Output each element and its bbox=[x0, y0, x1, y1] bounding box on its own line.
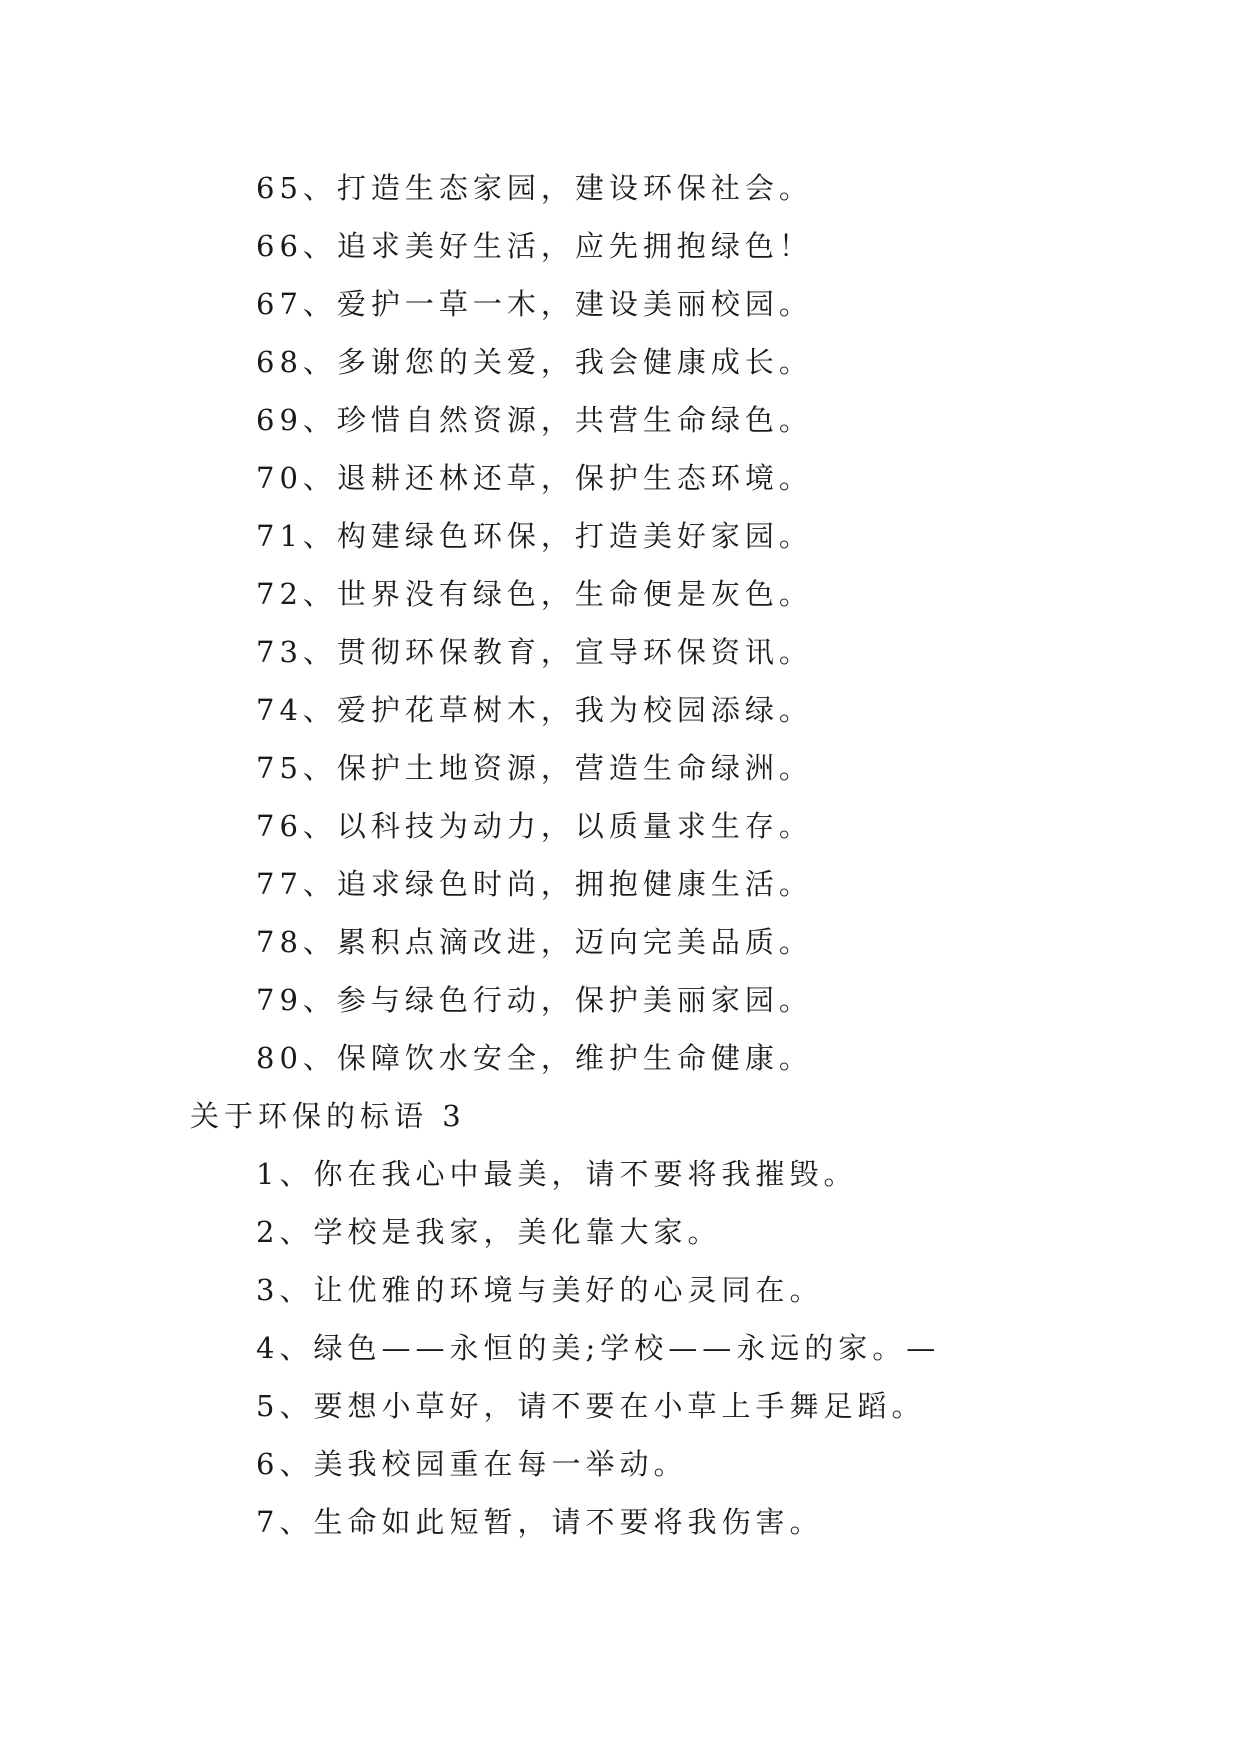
list-item: 2、学校是我家，美化靠大家。 bbox=[256, 1215, 722, 1249]
list-item: 74、爱护花草树木，我为校园添绿。 bbox=[256, 693, 813, 727]
slogan-list-section-2 bbox=[190, 1145, 1090, 1551]
list-item: 6、美我校园重在每一举动。 bbox=[256, 1447, 688, 1481]
list-item: 4、绿色——永恒的美;学校——永远的家。— bbox=[256, 1331, 941, 1365]
section-heading: 关于环保的标语 3 bbox=[190, 1099, 466, 1133]
list-item: 69、珍惜自然资源，共营生命绿色。 bbox=[256, 403, 813, 437]
list-item: 72、世界没有绿色，生命便是灰色。 bbox=[256, 577, 813, 611]
list-item: 67、爱护一草一木，建设美丽校园。 bbox=[256, 287, 813, 321]
document-content bbox=[190, 159, 1090, 1551]
list-item: 3、让优雅的环境与美好的心灵同在。 bbox=[256, 1273, 824, 1307]
list-item: 66、追求美好生活，应先拥抱绿色！ bbox=[256, 229, 813, 263]
list-item: 68、多谢您的关爱，我会健康成长。 bbox=[256, 345, 813, 379]
list-item: 75、保护土地资源，营造生命绿洲。 bbox=[256, 751, 813, 785]
list-item: 78、累积点滴改进，迈向完美品质。 bbox=[256, 925, 813, 959]
list-item: 77、追求绿色时尚，拥抱健康生活。 bbox=[256, 867, 813, 901]
list-item: 73、贯彻环保教育，宣导环保资讯。 bbox=[256, 635, 813, 669]
list-item: 79、参与绿色行动，保护美丽家园。 bbox=[256, 983, 813, 1017]
list-item: 70、退耕还林还草，保护生态环境。 bbox=[256, 461, 813, 495]
list-item: 7、生命如此短暂，请不要将我伤害。 bbox=[256, 1505, 824, 1539]
list-item: 5、要想小草好，请不要在小草上手舞足蹈。 bbox=[256, 1389, 926, 1423]
list-item: 76、以科技为动力，以质量求生存。 bbox=[256, 809, 813, 843]
list-item: 71、构建绿色环保，打造美好家园。 bbox=[256, 519, 813, 553]
slogan-list-section-1 bbox=[190, 159, 1090, 1087]
list-item: 65、打造生态家园，建设环保社会。 bbox=[256, 171, 813, 205]
list-item: 1、你在我心中最美，请不要将我摧毁。 bbox=[256, 1157, 858, 1191]
list-item: 80、保障饮水安全，维护生命健康。 bbox=[256, 1041, 813, 1075]
